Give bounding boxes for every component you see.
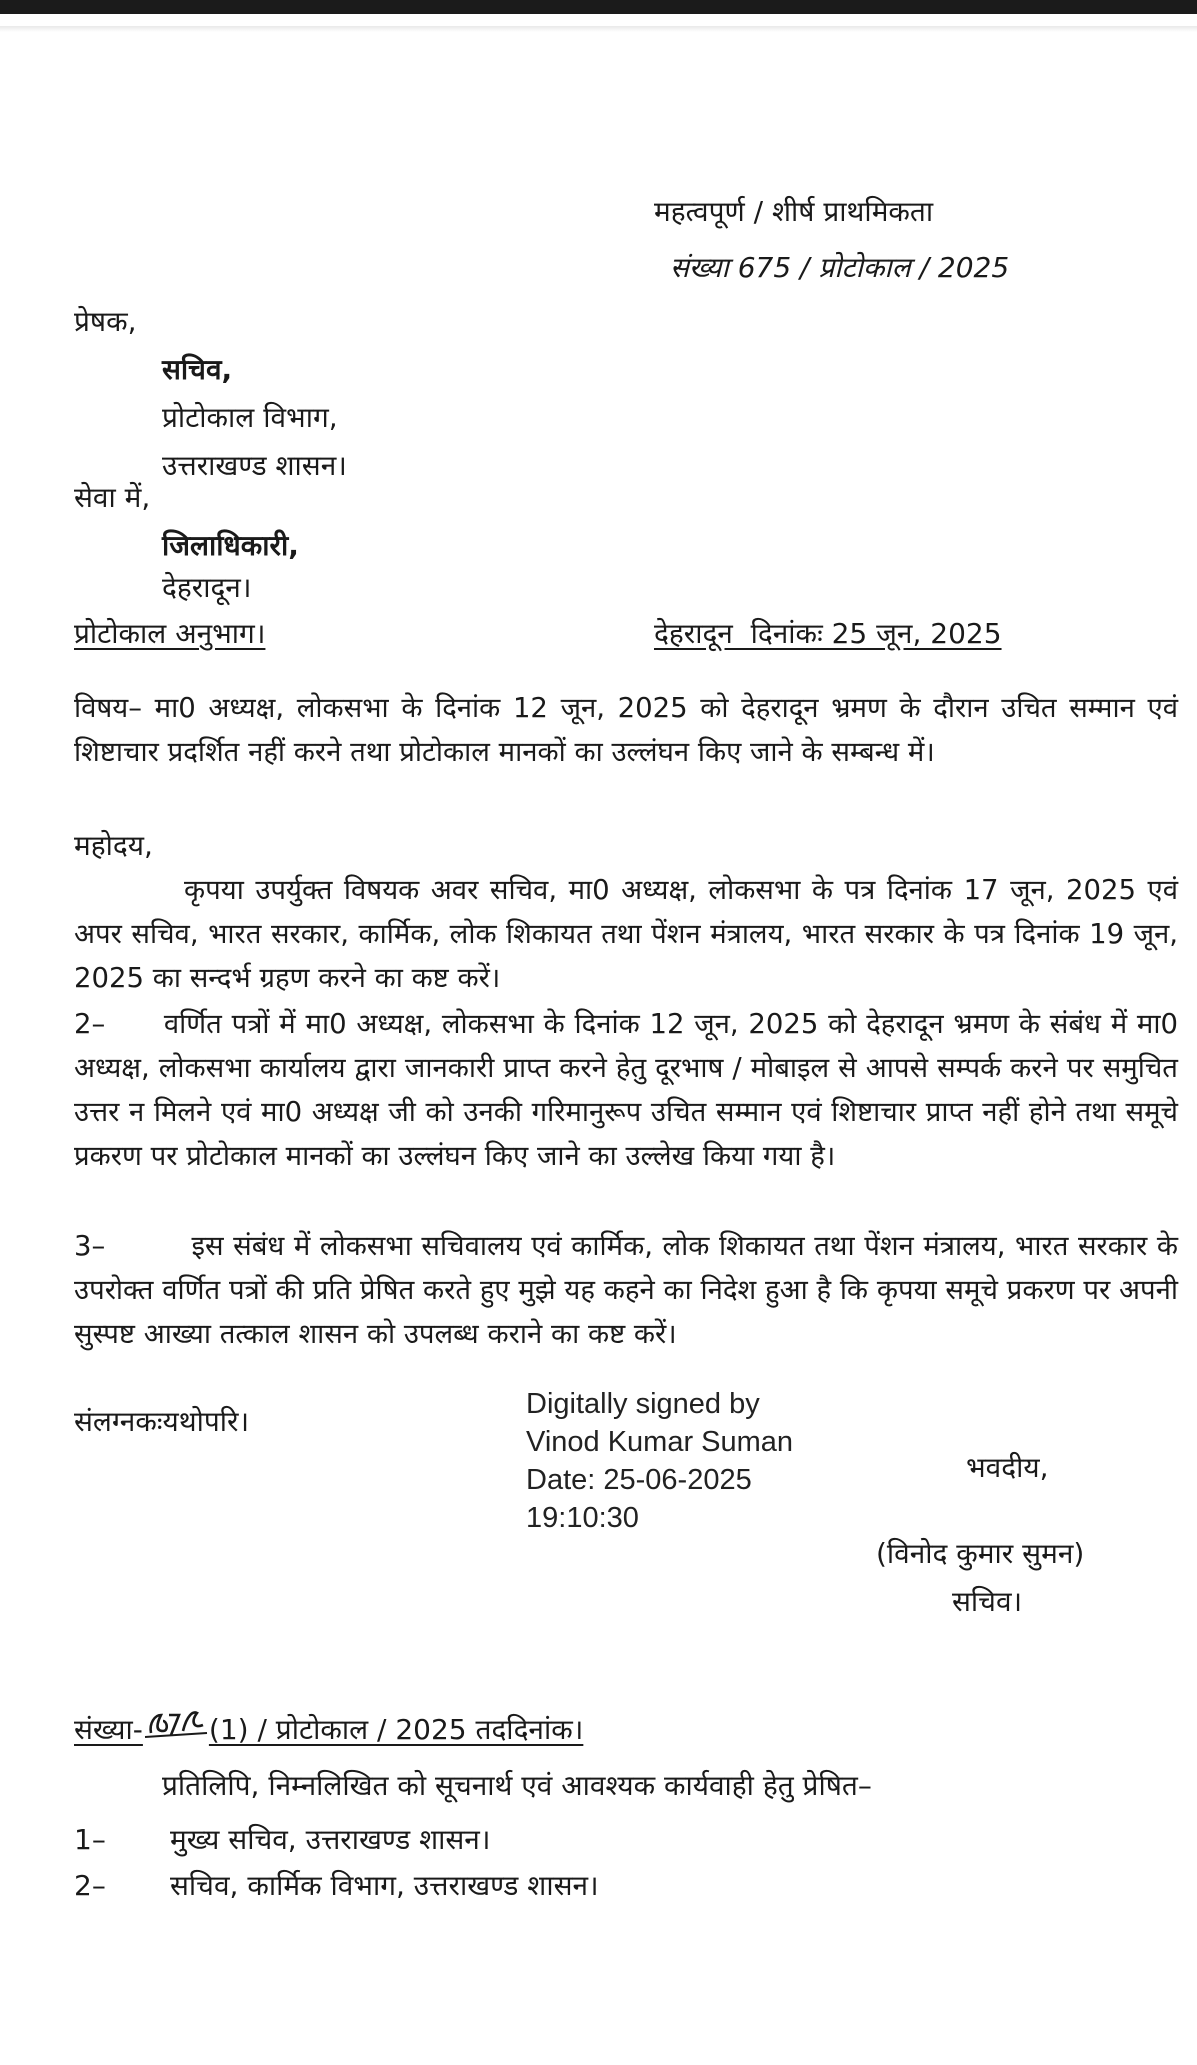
copy-item-2-number: 2– bbox=[74, 1869, 106, 1902]
signature-line-1: Digitally signed by bbox=[526, 1388, 760, 1420]
paragraph-2: 2– वर्णित पत्रों में मा0 अध्यक्ष, लोकसभा के दिनांक 12 जून, 2025 को देहरादून भ्रमण के संबंध में मा0 अध्यक्ष, लोकसभा कार्यालय द्वारा जानकारी प्राप्त करने हेतु दूरभाष / मोबाइल से आपसे सम्पर्क करने पर समुचित उत्तर न मिलने एवं मा0 अध्यक्ष जी को उनकी गरिमानुरूप उचित सम्मान एवं शिष्टाचार प्राप्त नहीं होने तथा समूचे प्रकरण पर प्रोटोकाल मानकों का उल्लंघन किए जाने का उल्लेख किया गया है। bbox=[74, 1008, 1187, 1172]
copy-reference-suffix: (1) / प्रोटोकाल / 2025 तददिनांक। bbox=[208, 1713, 584, 1746]
sender-govt: उत्तराखण्ड शासन। bbox=[162, 449, 347, 482]
recipient-place: देहरादून। bbox=[162, 571, 252, 604]
copy-reference-handwritten bbox=[143, 1711, 209, 1745]
enclosure: संलग्नकःयथोपरि। bbox=[74, 1405, 250, 1438]
recipient-title: जिलाधिकारी, bbox=[162, 529, 299, 562]
copy-item-1-text: मुख्य सचिव, उत्तराखण्ड शासन। bbox=[170, 1823, 491, 1856]
subject: विषय– मा0 अध्यक्ष, लोकसभा के दिनांक 12 जून, 2025 को देहरादून भ्रमण के दौरान उचित सम्मान एवं शिष्टाचार प्रदर्शित नहीं करने तथा प्रोटोकाल मानकों का उल्लंघन किए जाने के सम्बन्ध में। bbox=[74, 692, 1178, 768]
sender-title: सचिव, bbox=[162, 353, 233, 386]
priority-label: महत्वपूर्ण / शीर्ष प्राथमिकता bbox=[654, 195, 934, 228]
scan-edge bbox=[0, 26, 1197, 32]
paragraph-1: कृपया उपर्युक्त विषयक अवर सचिव, मा0 अध्यक्ष, लोकसभा के पत्र दिनांक 17 जून, 2025 एवं अपर सचिव, भारत सरकार, कार्मिक, लोक शिकायत तथा पेंशन मंत्रालय, भारत सरकार के पत्र दिनांक 19 जून, 2025 का सन्दर्भ ग्रहण करने का कष्ट करें। bbox=[74, 874, 1178, 994]
section-name: प्रोटोकाल अनुभाग। bbox=[74, 617, 266, 650]
signature-line-3: Date: 25-06-2025 bbox=[526, 1464, 752, 1496]
handwritten-number-icon bbox=[143, 1703, 209, 1743]
digital-signature bbox=[526, 1385, 793, 1537]
copy-item-2-text: सचिव, कार्मिक विभाग, उत्तराखण्ड शासन। bbox=[170, 1869, 599, 1902]
paragraph-3: 3– इस संबंध में लोकसभा सचिवालय एवं कार्मिक, लोक शिकायत तथा पेंशन मंत्रालय, भारत सरकार के उपरोक्त वर्णित पत्रों की प्रति प्रेषित करते हुए मुझे यह कहने का निदेश हुआ है कि कृपया समूचे प्रकरण पर अपनी सुस्पष्ट आख्या तत्काल शासन को उपलब्ध कराने का कष्ट करें। bbox=[74, 1230, 1187, 1350]
closing-yours: भवदीय, bbox=[966, 1451, 1049, 1484]
copy-reference-prefix: संख्या- bbox=[74, 1713, 143, 1746]
signature-line-2: Vinod Kumar Suman bbox=[526, 1426, 794, 1458]
sender-dept: प्रोटोकाल विभाग, bbox=[162, 401, 338, 434]
dateline: देहरादून दिनांकः 25 जून, 2025 bbox=[654, 617, 1002, 650]
signature-line-4: 19:10:30 bbox=[526, 1502, 639, 1534]
copy-item-1-number: 1– bbox=[74, 1823, 106, 1856]
salutation: महोदय, bbox=[74, 829, 153, 862]
reference-number: संख्या 675 / प्रोटोकाल / 2025 bbox=[670, 251, 1010, 284]
copy-reference bbox=[74, 1710, 583, 1750]
top-bar bbox=[0, 0, 1197, 14]
recipient-label: सेवा में, bbox=[74, 481, 151, 514]
copy-intro: प्रतिलिपि, निम्नलिखित को सूचनार्थ एवं आवश्यक कार्यवाही हेतु प्रेषित– bbox=[162, 1769, 872, 1802]
signatory-designation: सचिव। bbox=[952, 1585, 1023, 1618]
sender-label: प्रेषक, bbox=[74, 305, 137, 338]
signatory-name: (विनोद कुमार सुमन) bbox=[876, 1537, 1085, 1570]
